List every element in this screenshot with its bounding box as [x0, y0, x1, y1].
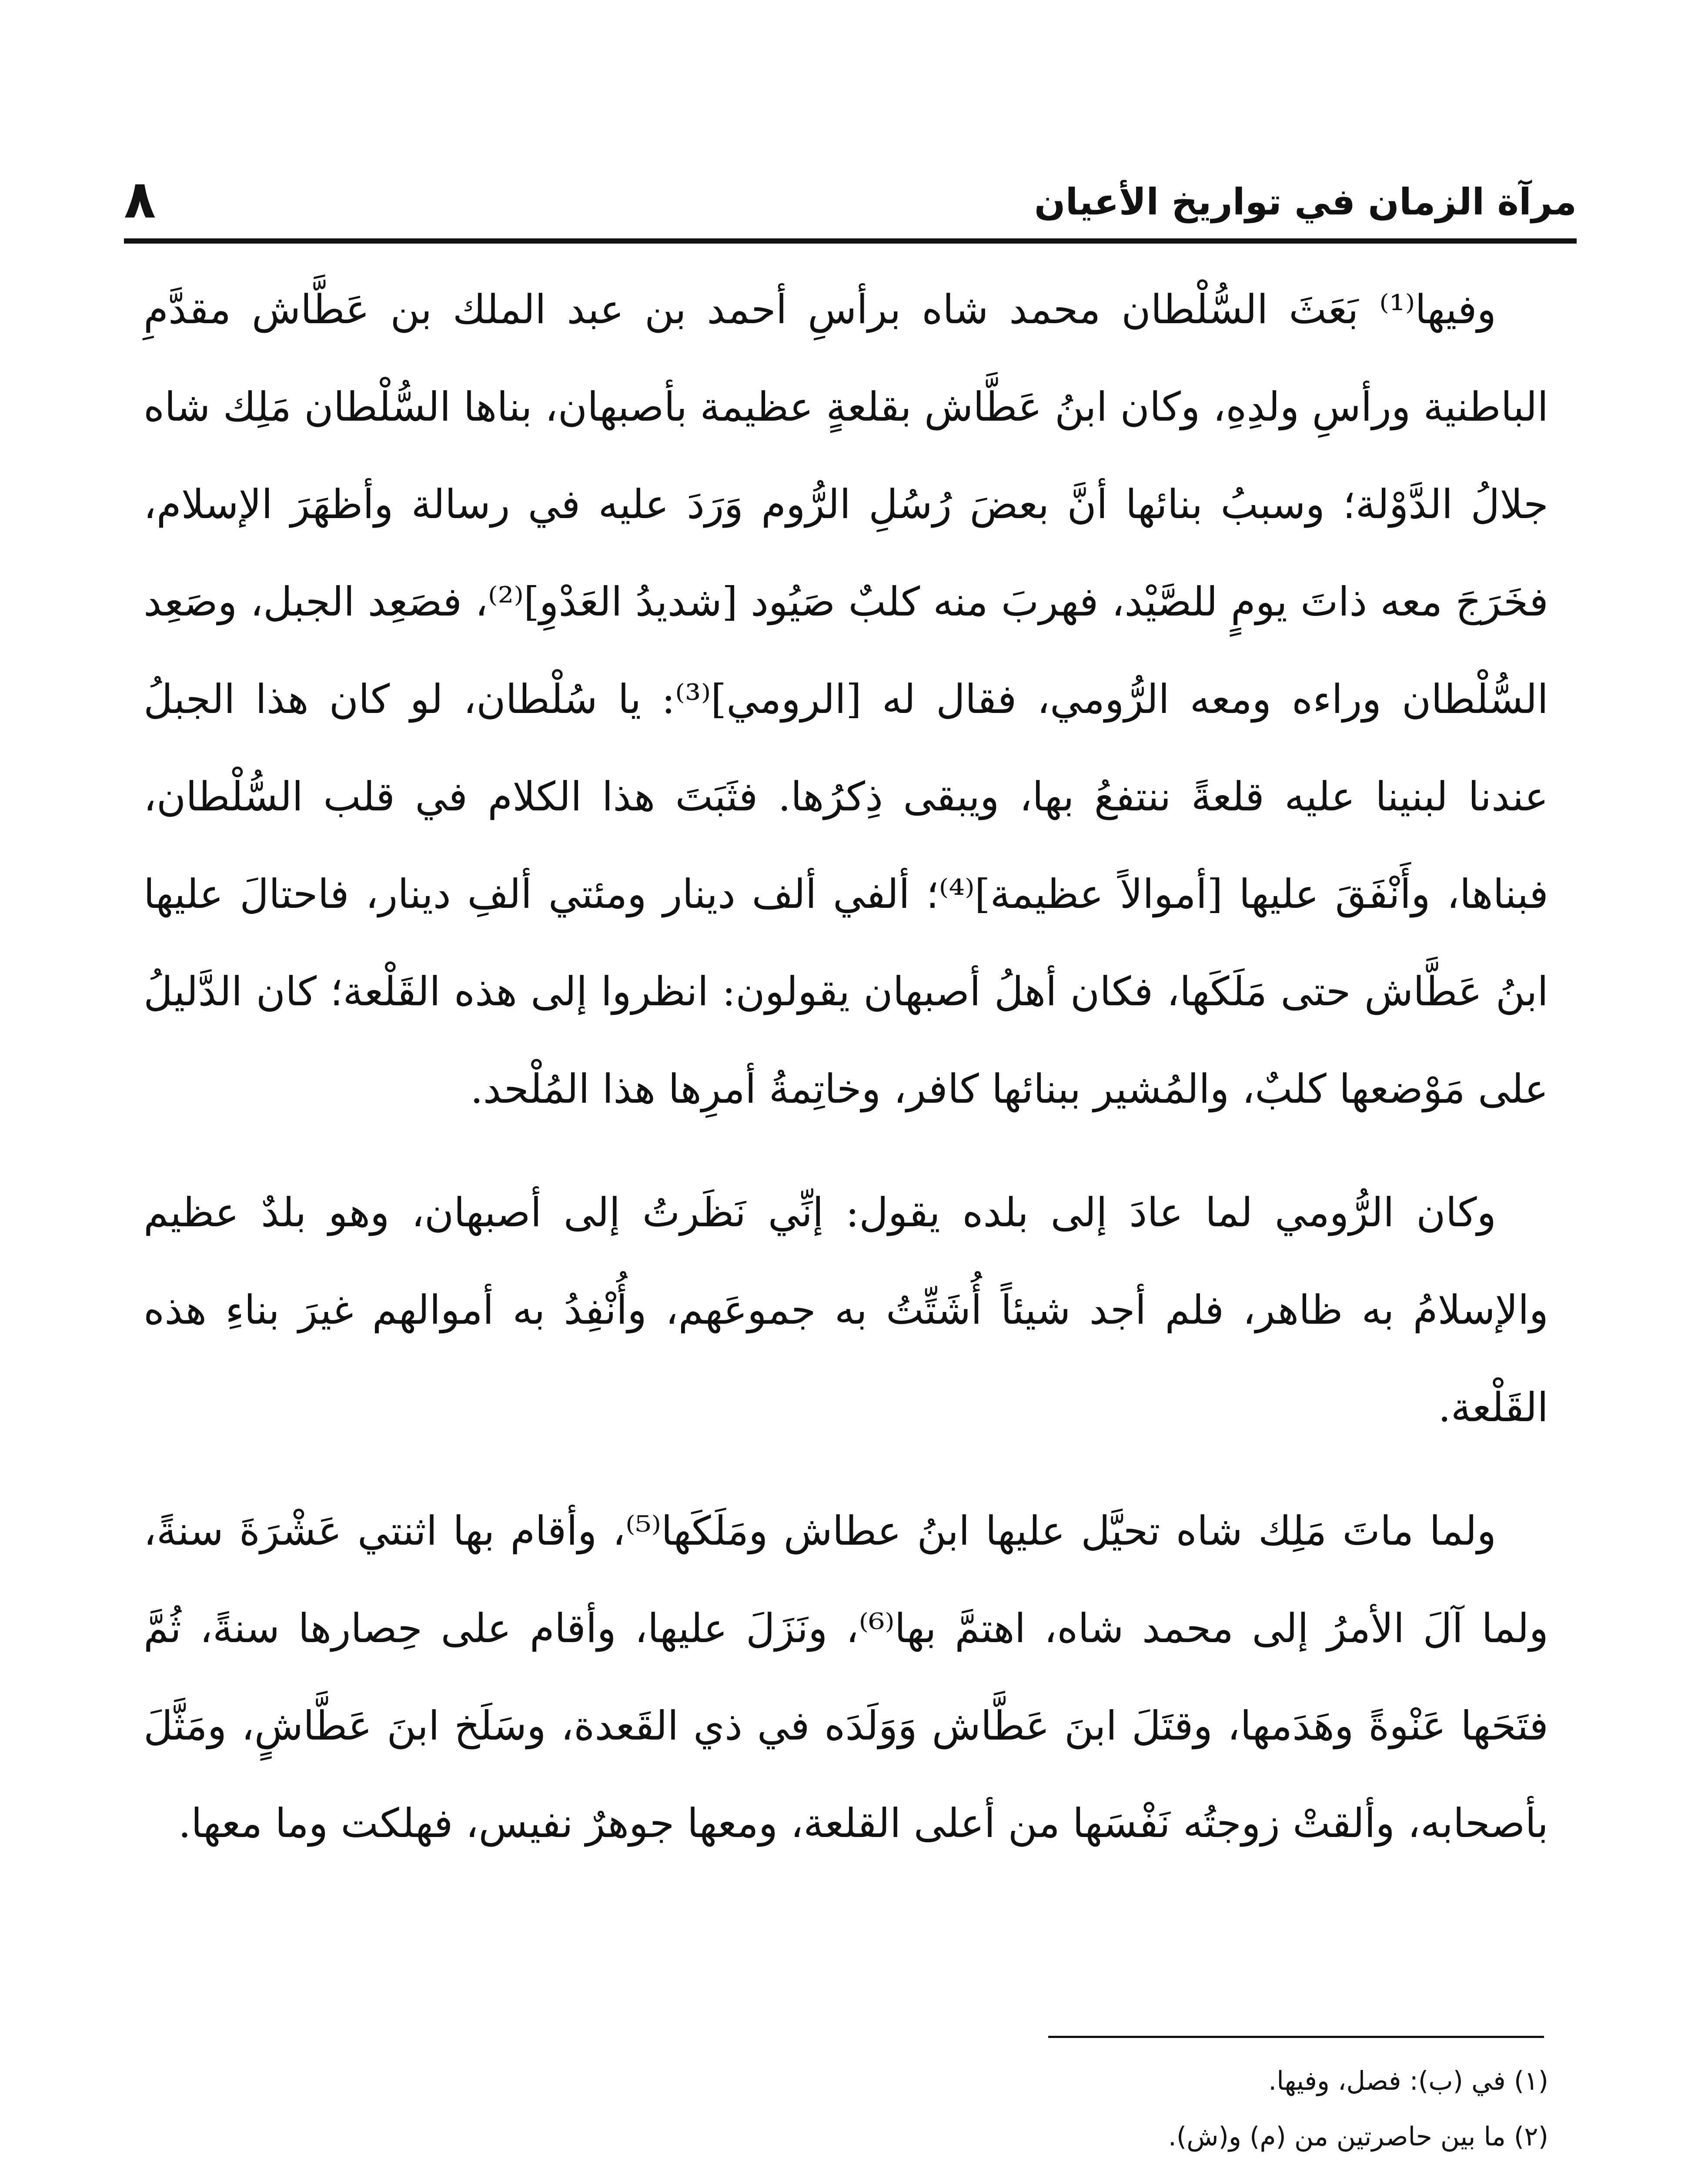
footnote-2: (٢) ما بين حاصرتين من (م) و(ش).	[1168, 2121, 1548, 2152]
page-number: ٨	[124, 170, 156, 230]
header-rule	[124, 238, 1577, 244]
running-head	[124, 152, 1577, 230]
main-text	[144, 261, 1548, 1872]
book-title: مرآة الزمان في تواريخ الأعيان	[1034, 181, 1577, 223]
paragraph-3: ولما ماتَ مَلِك شاه تحيَّل عليها ابنُ عطاش ومَلَكَها⁽⁵⁾، وأقام بها اثنتي عَشْرَةَ سنةً، ولما آلَ الأمرُ إلى محمد شاه، اهتمَّ بها⁽⁶⁾، ونَزَلَ عليها، وأقام على حِصارها سنةً، ثُمَّ فتَحَها عَنْوةً وهَدَمها، وقتَلَ ابنَ عَطَّاش وَوَلَدَه في ذي القَعدة، وسَلَخ ابنَ عَطَّاشٍ، ومَثَّلَ بأصحابه، وألقتْ زوجتُه نَفْسَها من أعلى القلعة، ومعها جوهرٌ نفيس، فهلكت وما معها.	[144, 1508, 1548, 1847]
paragraph-2: وكان الرُّومي لما عادَ إلى بلده يقول: إنِّي نَظَرتُ إلى أصبهان، وهو بلدٌ عظيم والإسلامُ به ظاهر، فلم أجد شيئاً أُشَتِّتُ به جموعَهم، وأُنْفِدُ به أموالهم غيرَ بناءِ هذه القَلْعة.	[144, 1189, 1548, 1431]
paragraph-1: وفيها⁽¹⁾ بَعَثَ السُّلْطان محمد شاه برأسِ أحمد بن عبد الملك بن عَطَّاش مقدَّمِ الباطنية ورأسِ ولدِهِ، وكان ابنُ عَطَّاش بقلعةٍ عظيمة بأصبهان، بناها السُّلْطان مَلِك شاه جلالُ الدَّوْلة؛ وسببُ بنائها أنَّ بعضَ رُسُلِ الرُّوم وَرَدَ عليه في رسالة وأظهَرَ الإسلام، فخَرَجَ معه ذاتَ يومٍ للصَّيْد، فهربَ منه كلبٌ صَيُود [شديدُ العَدْوِ]⁽²⁾، فصَعِد الجبل، وصَعِد السُّلْطان وراءه ومعه الرُّومي، فقال له [الرومي]⁽³⁾: يا سُلْطان، لو كان هذا الجبلُ عندنا لبنينا عليه قلعةً ننتفعُ بها، ويبقى ذِكرُها. فثَبَتَ هذا الكلام في قلب السُّلْطان، فبناها، وأَنْفَقَ عليها [أموالاً عظيمة]⁽⁴⁾؛ ألفي ألف دينار ومئتي ألفِ دينار، فاحتالَ عليها ابنُ عَطَّاش حتى مَلَكَها، فكان أهلُ أصبهان يقولون: انظروا إلى هذه القَلْعة؛ كان الدَّليلُ على مَوْضعها كلبٌ، والمُشير ببنائها كافر، وخاتِمةُ أمرِها هذا المُلْحد.	[144, 286, 1549, 1112]
footnote-3	[144, 2165, 1548, 2175]
footnotes	[144, 2053, 1548, 2175]
footnote-1: (١) في (ب): فصل، وفيها.	[1268, 2066, 1548, 2096]
footnote-separator	[1048, 2036, 1544, 2038]
